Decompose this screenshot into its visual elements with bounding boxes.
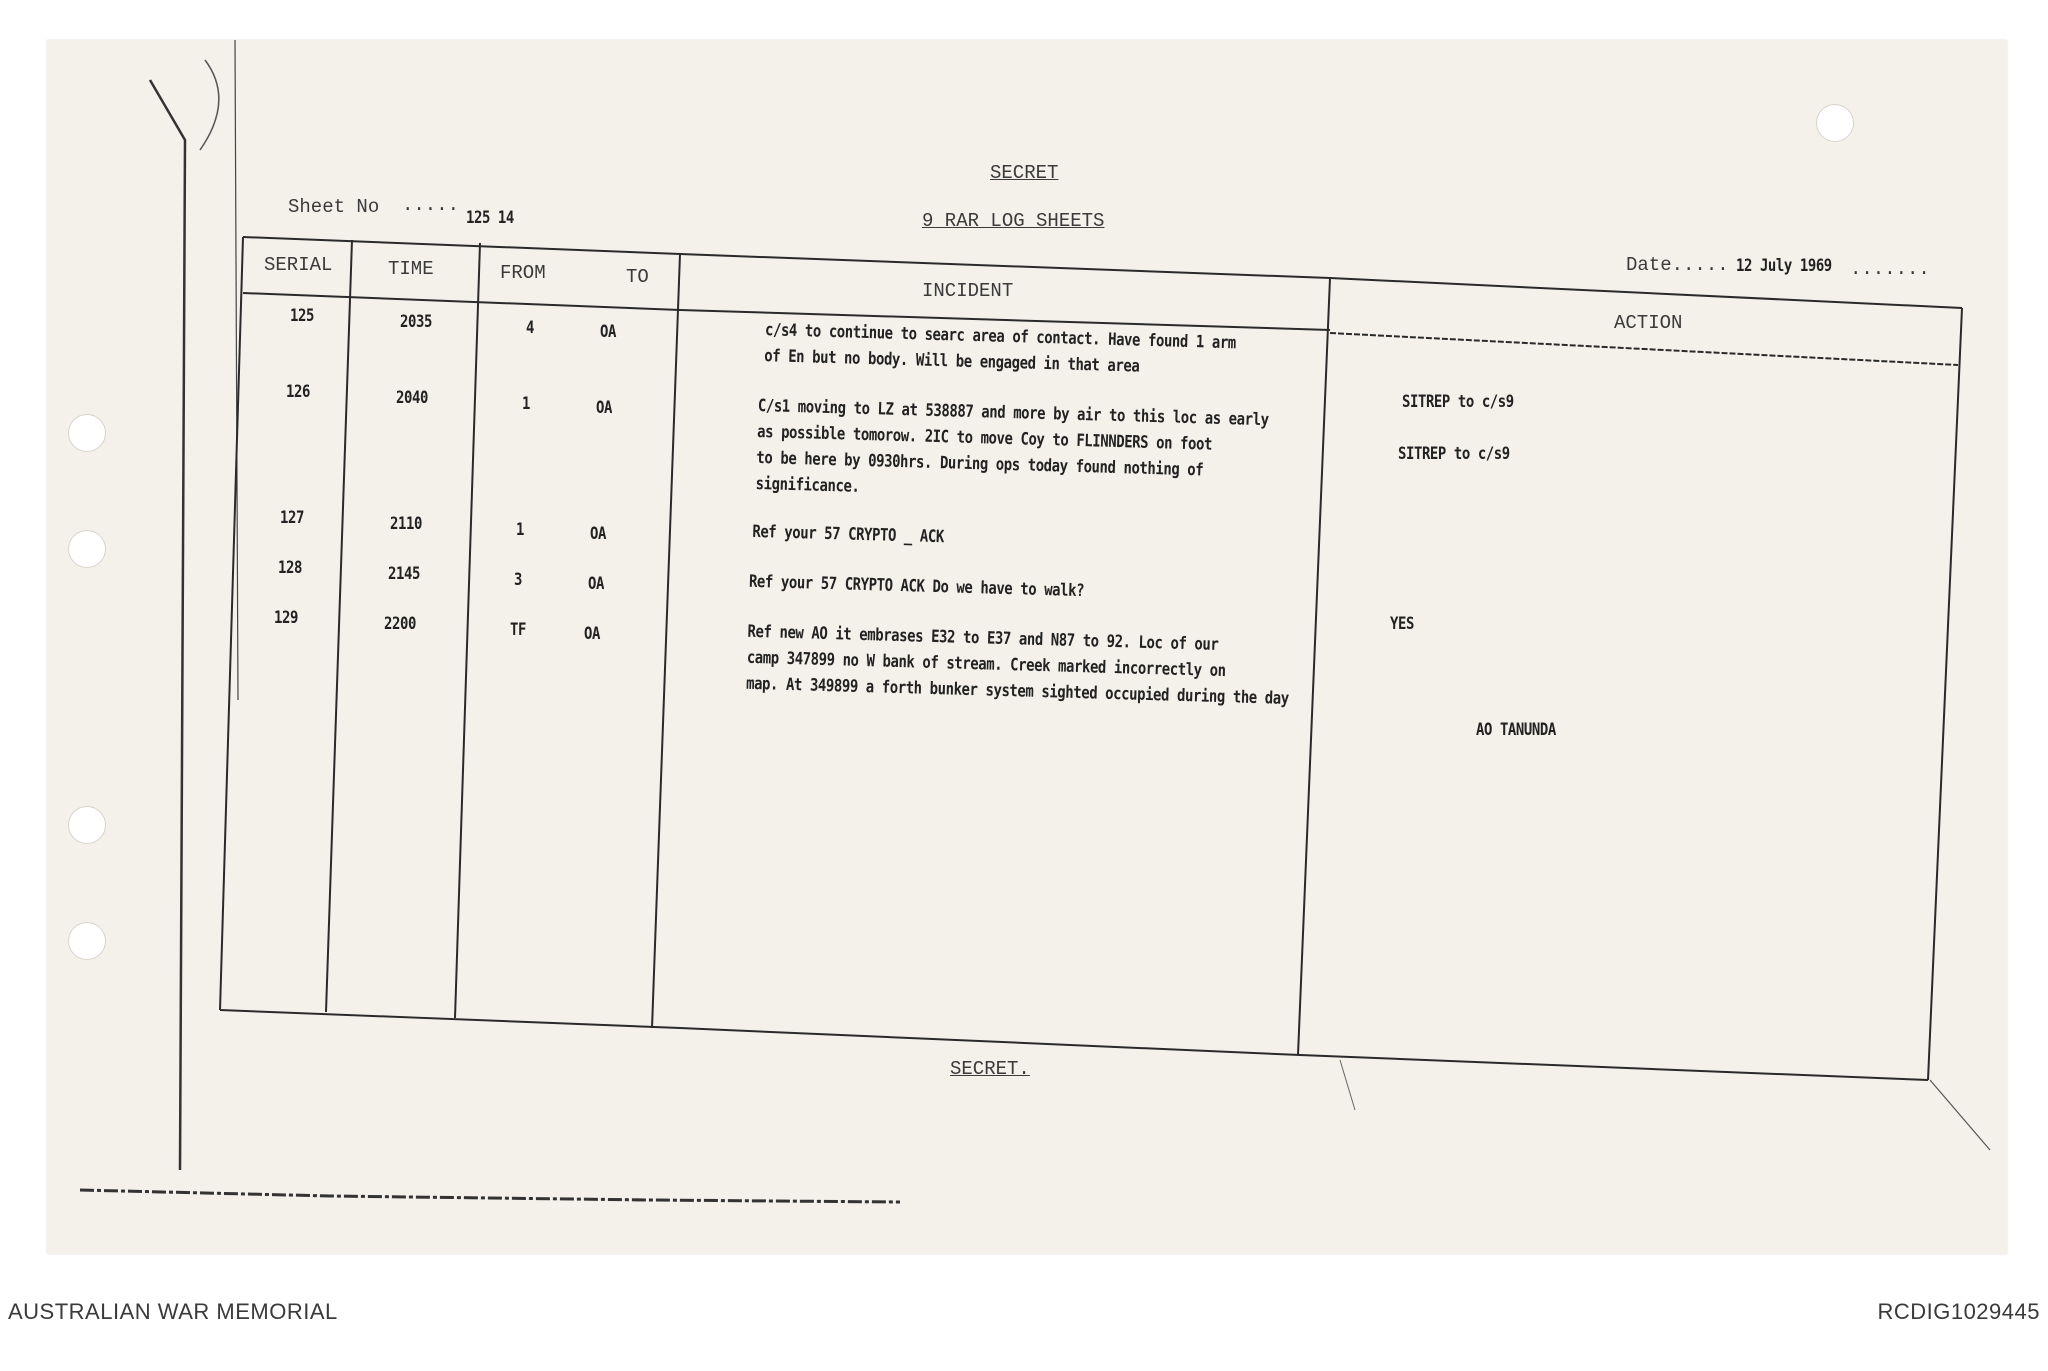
entry-time: 2200: [384, 614, 416, 634]
classification-bottom: SECRET.: [950, 1058, 1030, 1080]
entry-to: OA: [588, 574, 604, 594]
entry-serial: 129: [274, 608, 298, 628]
entry-serial: 126: [286, 382, 310, 402]
entry-to: OA: [600, 322, 616, 342]
entry-serial: 127: [280, 508, 304, 528]
incident-line: Ref new AO it embrases E32 to E37 and N87 to 92. Loc of our: [747, 621, 1219, 655]
footer-left: AUSTRALIAN WAR MEMORIAL: [8, 1299, 338, 1324]
entry-to: OA: [596, 398, 612, 418]
column-header-incident: INCIDENT: [922, 280, 1014, 302]
entry-time: 2040: [396, 388, 428, 408]
incident-line: Ref your 57 CRYPTO ACK Do we have to walk?: [748, 571, 1085, 602]
column-header-time: TIME: [388, 258, 434, 280]
entry-time: 2035: [400, 312, 432, 332]
entry-to: OA: [590, 524, 606, 544]
action-entry: AO TANUNDA: [1476, 720, 1556, 740]
incident-line: map. At 349899 a forth bunker system sighted occupied during the day: [745, 673, 1290, 709]
action-entry: YES: [1390, 614, 1414, 634]
incident-line: to be here by 0930hrs. During ops today found nothing of: [756, 447, 1204, 481]
entry-from: 1: [522, 394, 530, 414]
date-dots: ·······: [1850, 262, 1930, 284]
incident-line: Ref your 57 CRYPTO _ ACK: [752, 521, 945, 548]
footer-right: RCDIG1029445: [1877, 1299, 2040, 1324]
sheet-no-dots: ·····: [402, 198, 460, 220]
column-header-to: TO: [626, 266, 649, 288]
entry-from: 3: [514, 570, 522, 590]
entry-serial: 128: [278, 558, 302, 578]
entry-time: 2145: [388, 564, 420, 584]
incident-line: camp 347899 no W bank of stream. Creek marked incorrectly on: [746, 647, 1226, 682]
column-header-from: FROM: [500, 262, 546, 284]
incident-line: c/s4 to continue to searc area of contact. Have found 1 arm: [764, 320, 1237, 354]
incident-line: significance.: [755, 473, 860, 497]
document-title: 9 RAR LOG SHEETS: [922, 210, 1105, 232]
entry-from: 1: [516, 520, 524, 540]
entry-serial: 125: [290, 306, 314, 326]
entry-to: OA: [584, 624, 600, 644]
date-label: Date.....: [1626, 254, 1729, 276]
sheet-no-value: 125 14: [466, 208, 514, 228]
incident-line: C/s1 moving to LZ at 538887 and more by air to this loc as early: [757, 395, 1269, 431]
classification-top: SECRET: [990, 162, 1059, 184]
action-entry: SITREP to c/s9: [1398, 444, 1510, 464]
sheet-no-label: Sheet No: [288, 196, 380, 218]
column-header-serial: SERIAL: [264, 254, 333, 276]
incident-line: as possible tomorow. 2IC to move Coy to FLINNDERS on foot: [756, 421, 1213, 455]
entry-from: 4: [526, 318, 534, 338]
column-header-action: ACTION: [1614, 312, 1683, 334]
entry-time: 2110: [390, 514, 422, 534]
entry-from: TF: [510, 620, 526, 640]
date-value: 12 July 1969: [1736, 256, 1832, 276]
incident-line: of En but no body. Will be engaged in that area: [763, 346, 1140, 377]
action-entry: SITREP to c/s9: [1402, 392, 1514, 412]
